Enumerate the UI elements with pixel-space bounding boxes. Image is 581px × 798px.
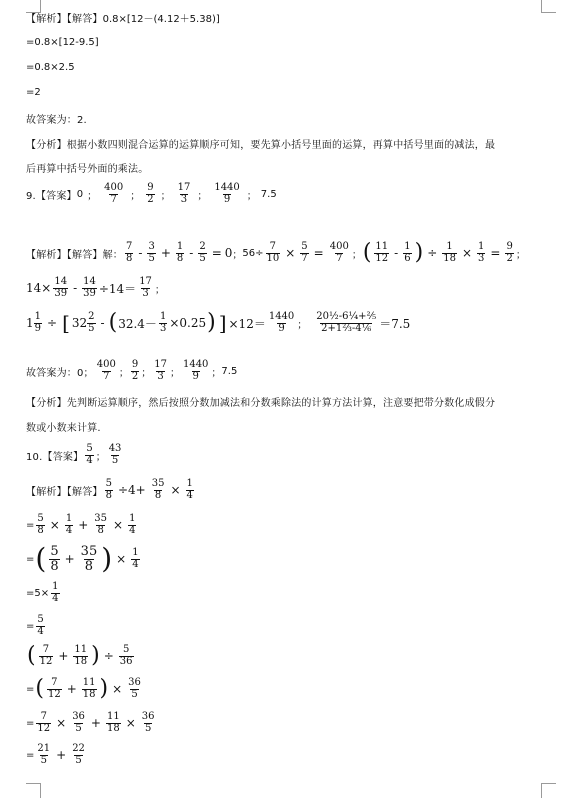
q8-step-3: =2 [26, 87, 41, 98]
crop-mark-top-right [541, 0, 556, 13]
fraction: $\frac{1}{3}$ [159, 311, 167, 334]
fraction: $\frac{7}{12}$ [37, 711, 51, 734]
q8-step-2: =0.8×2.5 [26, 62, 75, 73]
q8-answer: 故答案为：2. [26, 115, 87, 126]
q8-step-1: =0.8×[12-9.5] [26, 37, 99, 48]
q8-solution-prefix: 【解析】【解答】 [26, 14, 103, 25]
fraction: $\frac{36}{5}$ [72, 711, 85, 734]
fraction: $\frac{1440}{9}$ [182, 359, 209, 382]
complex-fraction: $\frac{\text{20½-6¼+⅖}}{\text{2+1⅔-4⅙}}$ [316, 311, 377, 334]
fraction: $\frac{2}{5}$ [199, 241, 206, 264]
q9-solution-line-1: 【解析】【解答】解： $\frac{7}{8}$ - $\frac{3}{5}$ + $\frac{1}{8}$ - $\frac{2}{5}$ = 0 ； 56÷ $\frac{7}{10}$ × $\frac{5}{7}$ = $\frac{400}{7}$ ； ( $\frac{11}{12}$ - $\frac{1}{6}$ ) ÷ $\frac{1}{18}$ × $\frac{1}{3}$ = $\frac{9}{2}$ ； [26, 240, 526, 265]
fraction: $\frac{400}{7}$ [329, 241, 349, 264]
fraction: $\frac{5}{36}$ [119, 644, 133, 667]
q8-analysis-line-1: 【分析】根据小数四则混合运算的运算顺序可知，要先算小括号里面的运算，再算中括号里面的减法，最 [26, 140, 496, 151]
fraction: $\frac{22}{5}$ [72, 743, 85, 766]
fraction: $\frac{17}{3}$ [154, 359, 167, 382]
fraction: $\frac{1}{18}$ [443, 241, 456, 264]
fraction: $\frac{17}{3}$ [139, 276, 152, 299]
fraction: $\frac{9}{2}$ [506, 241, 513, 264]
q9-answer-fraction-3: $\frac{17}{3}$ [177, 182, 191, 205]
q10-step-6: = $\frac{7}{12}$ × $\frac{36}{5}$ + $\frac{11}{18}$ × $\frac{36}{5}$ [26, 711, 155, 734]
q10-step-7: = $\frac{21}{5}$ + $\frac{22}{5}$ [26, 743, 85, 766]
fraction: $\frac{1}{6}$ [404, 241, 411, 264]
fraction: $\frac{11}{18}$ [74, 644, 88, 667]
q10-answer-line: 10.【答案】 $\frac{5}{4}$ ； $\frac{43}{5}$ [26, 443, 122, 466]
fraction: $\frac{5}{4}$ [37, 614, 44, 637]
q9-answer-line: 9.【答案】 0 ； $\frac{400}{7}$ ； $\frac{9}{2}$ ； $\frac{17}{3}$ ； $\frac{1440}{9}$ ； 7.5 [26, 182, 277, 205]
fraction: $\frac{36}{5}$ [141, 711, 155, 734]
q9-analysis-line-1: 【分析】先判断运算顺序，然后按照分数加减法和分数乘除法的计算方法计算，注意要把带分数化成假分 [26, 398, 496, 409]
q9-answer-value-last: 7.5 [260, 188, 277, 200]
fraction: $\frac{1}{4}$ [65, 513, 73, 536]
q10-step-3: =5× $\frac{1}{4}$ [26, 581, 59, 604]
q10-solution-line-1: 【解析】【解答】 $\frac{5}{8}$ ÷4+ $\frac{35}{8}$ × $\frac{1}{4}$ [26, 478, 193, 501]
fraction: $\frac{35}{8}$ [80, 544, 98, 574]
q8-analysis-line-2: 后再算中括号外面的乘法。 [26, 164, 149, 175]
q10-step-5: = ( $\frac{7}{12}$ + $\frac{11}{18}$ ) × $\frac{36}{5}$ [26, 676, 141, 701]
fraction: $\frac{9}{2}$ [131, 359, 139, 382]
q10-step-4: = $\frac{5}{4}$ [26, 614, 44, 637]
fraction: $\frac{21}{5}$ [37, 743, 51, 766]
fraction: $\frac{400}{7}$ [96, 359, 116, 382]
fraction: $\frac{1}{9}$ [34, 311, 42, 334]
fraction: $\frac{5}{8}$ [37, 513, 44, 536]
fraction: $\frac{7}{10}$ [266, 241, 280, 264]
q9-analysis-line-2: 数或小数来计算. [26, 423, 101, 434]
fraction: $\frac{14}{39}$ [54, 276, 68, 299]
fraction: $\frac{36}{5}$ [128, 677, 141, 700]
q9-answer-value-1: 0 [76, 188, 84, 200]
crop-mark-bottom-left [26, 783, 41, 798]
q10-step-1: = $\frac{5}{8}$ × $\frac{1}{4}$ + $\frac{35}{8}$ × $\frac{1}{4}$ [26, 513, 136, 536]
fraction: $\frac{1}{4}$ [129, 513, 136, 536]
fraction: $\frac{3}{5}$ [148, 241, 155, 264]
q9-solution-prefix: 【解析】【解答】解： [26, 249, 123, 261]
fraction: $\frac{11}{18}$ [106, 711, 120, 734]
fraction: $\frac{35}{8}$ [151, 478, 165, 501]
q9-answer-restated: 故答案为：0； $\frac{400}{7}$ ； $\frac{9}{2}$ ； $\frac{17}{3}$ ； $\frac{1440}{9}$ ； 7.5 [26, 359, 238, 382]
fraction: $\frac{43}{5}$ [108, 443, 122, 466]
fraction: $\frac{5}{8}$ [50, 544, 59, 574]
q10-expression-2: ( $\frac{7}{12}$ + $\frac{11}{18}$ ) ÷ $\frac{5}{36}$ [27, 643, 133, 668]
fraction: $\frac{35}{8}$ [94, 513, 107, 536]
fraction: $\frac{14}{39}$ [83, 276, 96, 299]
fraction: $\frac{1}{3}$ [478, 241, 485, 264]
fraction: $\frac{7}{12}$ [47, 677, 61, 700]
q9-answer-prefix: 9.【答案】 [26, 190, 77, 202]
q8-solution-line [26, 10, 220, 25]
q9-answer-fraction-4: $\frac{1440}{9}$ [214, 182, 240, 205]
fraction: $\frac{5}{4}$ [86, 443, 93, 466]
fraction: $\frac{5}{7}$ [301, 241, 308, 264]
q9-answer-fraction-1: $\frac{400}{7}$ [104, 182, 124, 205]
q10-step-2: = ( $\frac{5}{8}$ + $\frac{35}{8}$ ) × $\frac{1}{4}$ [26, 542, 139, 576]
crop-mark-bottom-right [541, 783, 556, 798]
fraction: $\frac{7}{8}$ [126, 241, 133, 264]
q9-solution-line-3: 1 $\frac{1}{9}$ ÷ [ 32 $\frac{2}{5}$ - ( 32.4－ $\frac{1}{3}$ ×0.25 ) ] ×12＝ $\frac{1440}{9}$ ； $\frac{\text{20½-6¼+⅖}}{\text{2+1⅔-4⅙}}$ ＝7.5 [26, 310, 411, 335]
fraction: $\frac{1}{4}$ [52, 581, 59, 604]
fraction: $\frac{1}{4}$ [132, 547, 139, 570]
fraction: $\frac{5}{8}$ [105, 478, 112, 501]
fraction: $\frac{1}{8}$ [176, 241, 184, 264]
fraction: $\frac{1}{4}$ [186, 478, 193, 501]
q9-solution-line-2: 14× $\frac{14}{39}$ - $\frac{14}{39}$ ÷14＝ $\frac{17}{3}$ ； [26, 276, 165, 299]
q9-answer-fraction-2: $\frac{9}{2}$ [147, 182, 154, 205]
fraction: $\frac{2}{5}$ [88, 311, 95, 334]
fraction: $\frac{11}{12}$ [375, 241, 389, 264]
fraction: $\frac{7}{12}$ [39, 644, 53, 667]
fraction: $\frac{1440}{9}$ [268, 311, 295, 334]
q8-expression: 0.8×[12－(4.12＋5.38)] [102, 14, 220, 25]
fraction: $\frac{11}{18}$ [82, 677, 96, 700]
